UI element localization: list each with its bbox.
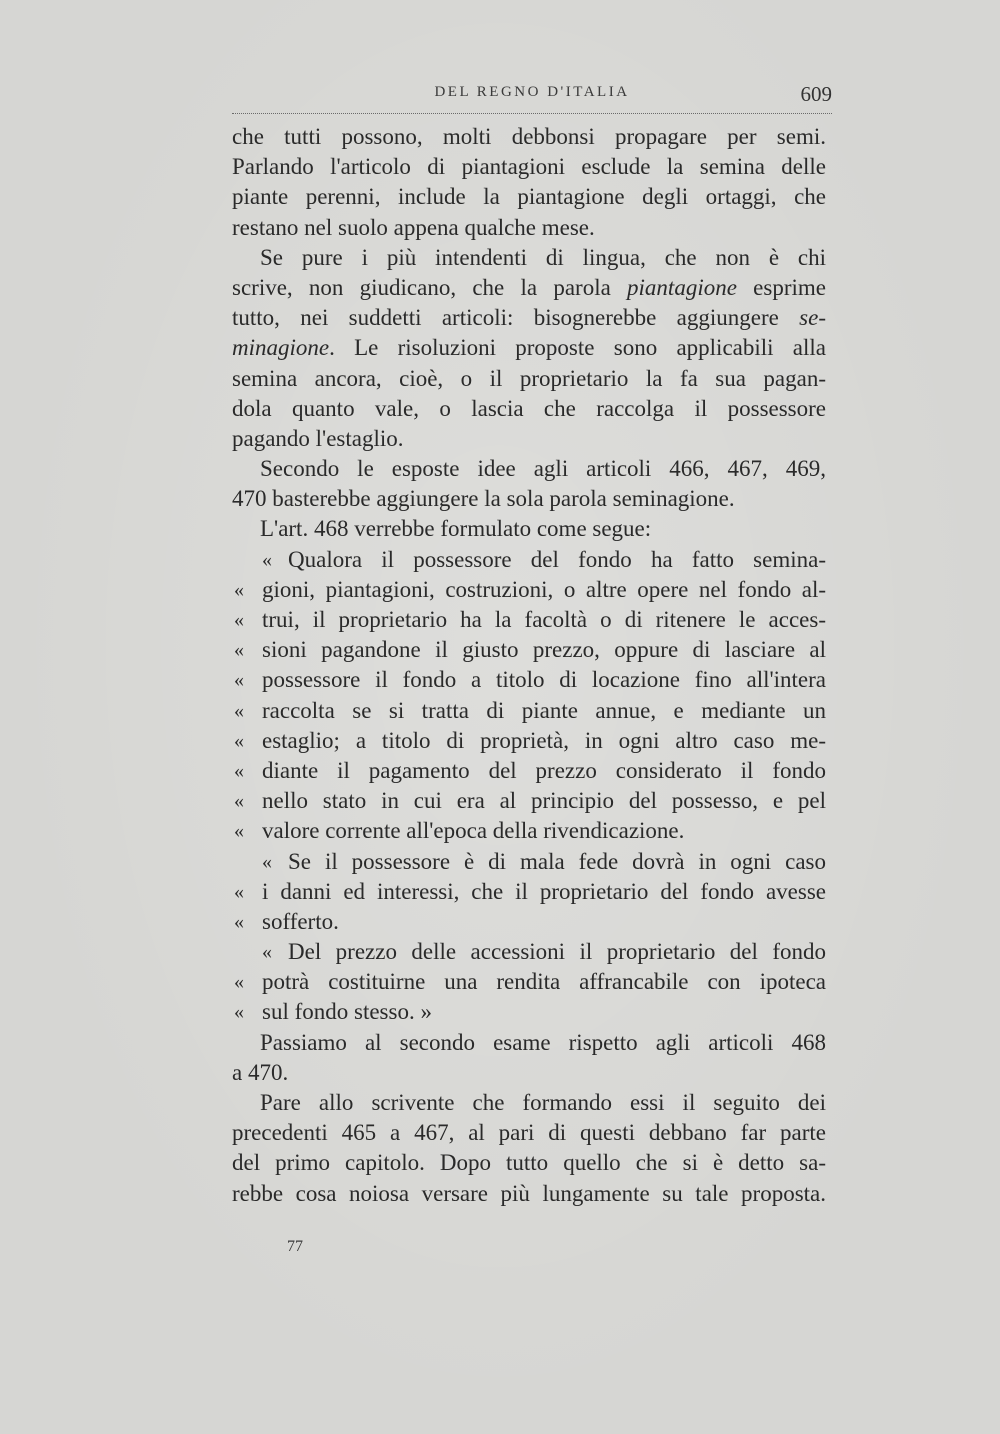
quote-line: « Se il possessore è di mala fede dovrà in ogni caso bbox=[232, 847, 826, 877]
guillemet: « bbox=[234, 699, 244, 722]
guillemet: « bbox=[234, 1001, 244, 1024]
quote-line: « Del prezzo delle accessioni il proprietario del fondo bbox=[232, 937, 826, 967]
text-line: scrive, non giudicano, che la parola piantagione esprime bbox=[232, 274, 826, 300]
text-line: Secondo le esposte idee agli articoli 466, 467, 469, bbox=[260, 456, 826, 482]
text-line: restano nel suolo appena qualche mese. bbox=[232, 214, 595, 240]
italic-term: se- bbox=[799, 305, 826, 331]
guillemet: « bbox=[234, 910, 244, 933]
guillemet: « bbox=[262, 850, 272, 873]
quote-line: « gioni, piantagioni, costruzioni, o altre opere nel fondo al- bbox=[232, 575, 826, 605]
text-line: piante perenni, include la piantagione degli ortaggi, che bbox=[232, 184, 826, 210]
quote-line: « raccolta se si tratta di piante annue, e mediante un bbox=[232, 696, 826, 726]
italic-term: minagione bbox=[232, 335, 330, 361]
quote-line: « i danni ed interessi, che il proprietario del fondo avesse bbox=[232, 877, 826, 907]
text-line: che tutti possono, molti debbonsi propagare per semi. bbox=[232, 124, 826, 149]
guillemet: « bbox=[234, 729, 244, 752]
guillemet: « bbox=[234, 578, 244, 601]
quote-line: « nello stato in cui era al principio del possesso, e pel bbox=[232, 786, 826, 816]
body-text bbox=[232, 122, 826, 1209]
header-dotted-rule bbox=[232, 113, 832, 114]
text-line: semina ancora, cioè, o il proprietario la fa sua pagan- bbox=[232, 365, 826, 391]
text-line: rebbe cosa noiosa versare più lungamente su tale proposta. bbox=[232, 1180, 826, 1206]
text-line: dola quanto vale, o lascia che raccolga il possessore bbox=[232, 395, 826, 421]
signature-mark: 77 bbox=[287, 1238, 303, 1255]
quote-line: « sul fondo stesso. » bbox=[232, 997, 826, 1027]
text-line: Pare allo scrivente che formando essi il seguito dei bbox=[260, 1090, 826, 1115]
running-head bbox=[232, 84, 832, 110]
guillemet: « bbox=[234, 790, 244, 813]
running-title: DEL REGNO D'ITALIA bbox=[434, 84, 630, 100]
guillemet: « bbox=[234, 820, 244, 843]
text-line: L'art. 468 verrebbe formulato come segue: bbox=[260, 516, 652, 542]
text-line: Parlando l'articolo di piantagioni esclude la semina delle bbox=[232, 154, 826, 180]
quote-line: « valore corrente all'epoca della rivendicazione. bbox=[232, 816, 826, 846]
text-line: del primo capitolo. Dopo tutto quello che si è detto sa- bbox=[232, 1150, 826, 1176]
text-line: 470 basterebbe aggiungere la sola parola seminagione. bbox=[232, 486, 735, 512]
text-line: pagando l'estaglio. bbox=[232, 425, 404, 451]
quote-line: « sofferto. bbox=[232, 907, 826, 937]
guillemet: « bbox=[234, 971, 244, 994]
text-line: Se pure i più intendenti di lingua, che non è chi bbox=[260, 244, 826, 270]
quote-line: « sioni pagandone il giusto prezzo, oppure di lasciare al bbox=[232, 635, 826, 665]
quote-line: « diante il pagamento del prezzo considerato il fondo bbox=[232, 756, 826, 786]
text-line: a 470. bbox=[232, 1059, 289, 1085]
text-line: Passiamo al secondo esame rispetto agli articoli 468 bbox=[260, 1029, 826, 1055]
guillemet: « bbox=[262, 548, 272, 571]
guillemet: « bbox=[234, 639, 244, 662]
quote-line: « estaglio; a titolo di proprietà, in ogni altro caso me- bbox=[232, 726, 826, 756]
italic-term: piantagione bbox=[627, 274, 737, 300]
quote-line: « trui, il proprietario ha la facoltà o di ritenere le acces- bbox=[232, 605, 826, 635]
text-line: tutto, nei suddetti articoli: bisognerebbe aggiungere se- bbox=[232, 305, 826, 331]
quote-line: « Qualora il possessore del fondo ha fatto semina- bbox=[232, 545, 826, 575]
guillemet: « bbox=[262, 941, 272, 964]
guillemet: « bbox=[234, 759, 244, 782]
quote-line: « possessore il fondo a titolo di locazione fino all'intera bbox=[232, 665, 826, 695]
guillemet: « bbox=[234, 609, 244, 631]
page-number: 609 bbox=[800, 82, 832, 106]
text-line: precedenti 465 a 467, al pari di questi debbano far parte bbox=[232, 1120, 826, 1146]
guillemet: « bbox=[234, 880, 244, 903]
quote-line: « potrà costituirne una rendita affrancabile con ipoteca bbox=[232, 967, 826, 997]
text-line: minagione. Le risoluzioni proposte sono applicabili alla bbox=[232, 335, 826, 361]
guillemet: « bbox=[234, 669, 244, 692]
